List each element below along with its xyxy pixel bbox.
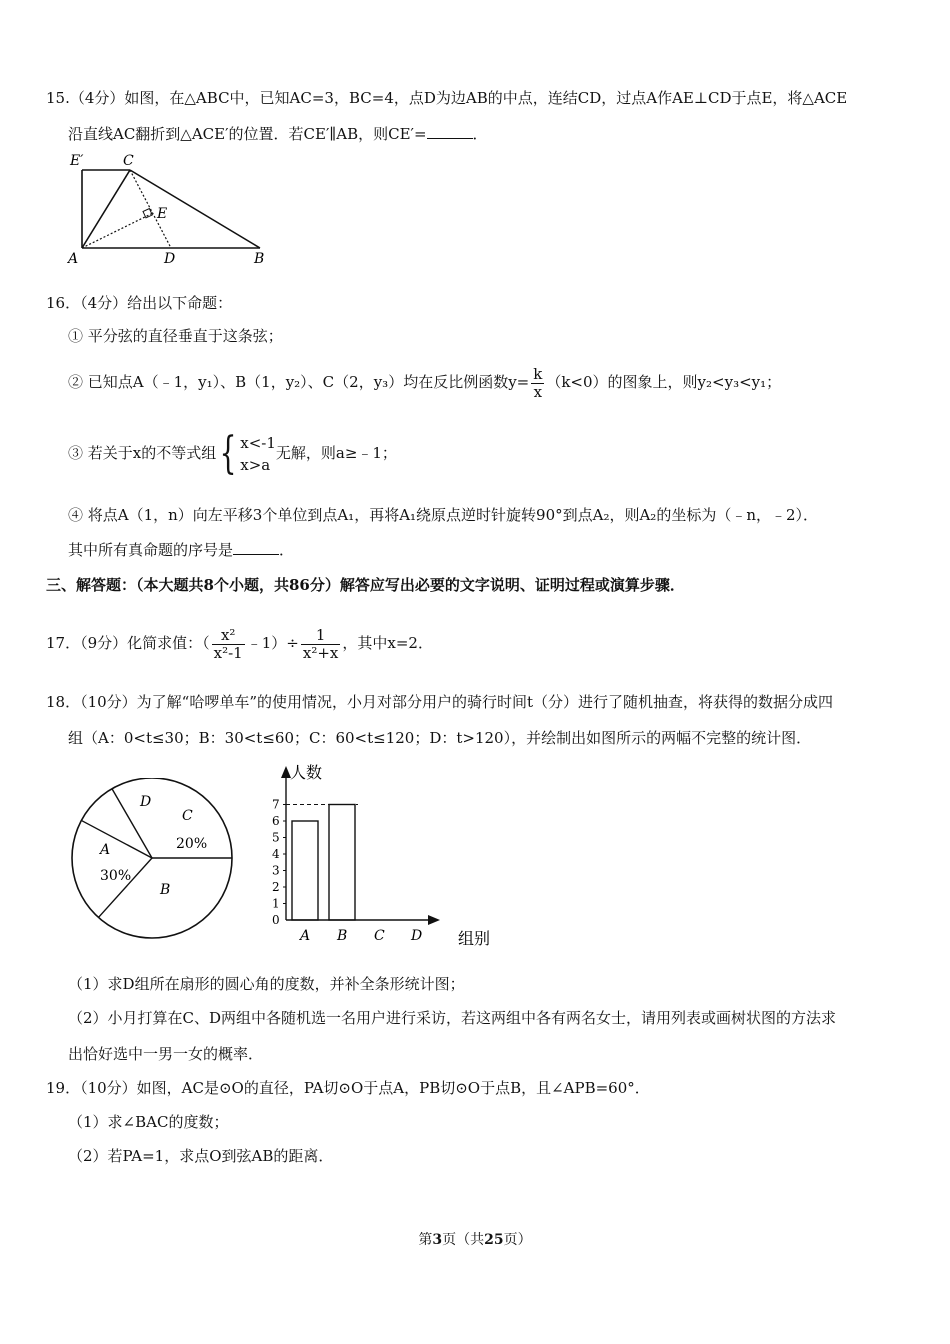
y-axis-title: 人数 [290,763,323,782]
pie-label-c: C [182,808,193,824]
q16-p3-post: 无解，则a≥﹣1； [275,444,397,462]
fig-label-e: E [157,206,168,222]
x-tick-label-d: D [411,928,423,944]
q16-ask [68,540,294,560]
y-tick-label: 2 [272,880,280,894]
q15-line2-text: 沿直线AC翻折到△ACE′的位置．若CE′∥AB，则CE′= [68,125,427,143]
x-axis-arrow-icon [428,915,440,925]
y-tick-label: 3 [272,863,280,878]
q16-ask-text: 其中所有真命题的序号是 [68,541,234,559]
pie-percent-c: 20% [176,836,208,852]
fig-label-d: D [164,251,176,267]
q17 [46,618,433,668]
q18-line2: 组（A：0<t≤30；B：30<t≤60；C：60<t≤120；D：t>120），并绘制出如图所示的两幅不完整的统计图． [68,729,812,747]
x-axis-title: 组别 [458,929,491,948]
fig-label-b: B [254,251,265,267]
y-tick-label: 5 [272,830,280,845]
q17-f2-num: 1 [301,627,341,645]
q19-sub1: （1）求∠BAC的度数； [68,1113,229,1131]
q15-line2 [68,124,488,144]
footer-post: 页） [503,1232,532,1248]
q17-fraction-2 [301,627,341,662]
q18-line1: 18．（10分）为了解“哈啰单车”的使用情况，小月对部分用户的骑行时间t（分）进行了随机抽查，将获得的数据分成四 [46,693,834,711]
footer-mid: 页（共 [442,1232,485,1248]
q19-line1: 19．（10分）如图，AC是⊙O的直径，PA切⊙O于点A，PB切⊙O于点B，且∠APB=60°． [46,1079,650,1097]
q17-fraction-1 [212,627,245,662]
q16-proposition-3 [68,428,397,478]
q17-pre: 17．（9分）化简求值：（ [46,634,210,652]
page-footer [0,1230,950,1250]
bar-b [329,805,355,921]
y-tick-label: 4 [272,847,280,861]
fig-seg-AC [82,170,130,248]
footer-total-pages: 25 [484,1232,504,1248]
q15-answer-blank[interactable] [427,124,473,139]
q16-answer-blank[interactable] [233,540,279,555]
q17-mid: ﹣1）÷ [246,634,299,652]
pie-label-b: B [160,882,171,898]
q16-ask-end: ． [279,541,295,559]
q18-sub1: （1）求D组所在扇形的圆心角的度数，并补全条形统计图； [68,975,465,993]
q16-intro: 16．（4分）给出以下命题： [46,294,233,312]
q17-f1-den: x²-1 [213,643,243,662]
q16-p3-eq1: x<-1 [240,434,276,452]
q16-p2-num: k [533,364,543,383]
q16-proposition-2 [68,360,781,404]
fig-label-c: C [123,153,134,169]
q15-geometry-figure [62,150,282,268]
q18-sub2-line2: 出恰好选中一男一女的概率． [68,1045,264,1063]
x-tick-label-c: C [374,928,385,944]
fig-label-e-prime: E′ [70,153,84,169]
q16-proposition-4: ④ 将点A（1，n）向左平移3个单位到点A₁，再将A₁绕原点逆时针旋转90°到点A₂，则A₂的坐标为（﹣n，﹣2）． [68,506,819,524]
left-brace-icon: { [219,428,237,479]
pie-label-d: D [140,794,152,810]
q16-p3-system [240,432,276,476]
x-tick-label-a: A [300,928,311,944]
q16-p3-eq2: x>a [240,456,271,474]
q19-sub2: （2）若PA=1，求点O到弦AB的距离． [68,1147,334,1165]
pie-percent-a: 30% [100,868,132,884]
y-tick-label: 6 [272,814,280,828]
footer-pre: 第 [418,1232,433,1248]
y-tick-label: 7 [272,797,280,812]
q17-post: ，其中x=2． [342,634,433,652]
q16-p2-den: x [533,382,543,401]
q17-f1-num: x² [212,627,245,645]
y-tick-label: 0 [272,913,280,927]
q17-f2-den: x²+x [302,643,339,662]
q15-line2-end: ． [472,125,488,143]
pie-slice-boundary [98,858,152,917]
footer-page-number: 3 [432,1232,443,1248]
y-tick-label: 1 [272,896,280,911]
q16-proposition-1: ① 平分弦的直径垂直于这条弦； [68,327,283,345]
q16-p2-fraction [531,366,544,401]
q15-line1: 15.（4分）如图，在△ABC中，已知AC=3，BC=4，点D为边AB的中点，连结CD，过点A作AE⊥CD于点E，将△ACE [46,89,848,107]
q16-p2-pre: ② 已知点A（﹣1，y₁）、B（1，y₂）、C（2，y₃）均在反比例函数y= [68,373,530,391]
q18-sub2-line1: （2）小月打算在C、D两组中各随机选一名用户进行采访，若这两组中各有两名女士，请用列表或画树状图的方法求 [68,1009,837,1027]
fig-label-a: A [68,251,79,267]
q18-pie-chart [68,778,238,942]
bar-a [292,821,318,920]
q16-p3-pre: ③ 若关于x的不等式组 [68,444,217,462]
x-tick-label-b: B [337,928,348,944]
section-3-heading: 三、解答题：（本大题共8个小题，共86分）解答应写出必要的文字说明、证明过程或演算步骤． [46,576,685,594]
pie-label-a: A [100,842,111,858]
q18-bar-chart [262,760,502,950]
q16-p2-post: （k<0）的图象上，则y₂<y₃<y₁； [546,373,782,391]
